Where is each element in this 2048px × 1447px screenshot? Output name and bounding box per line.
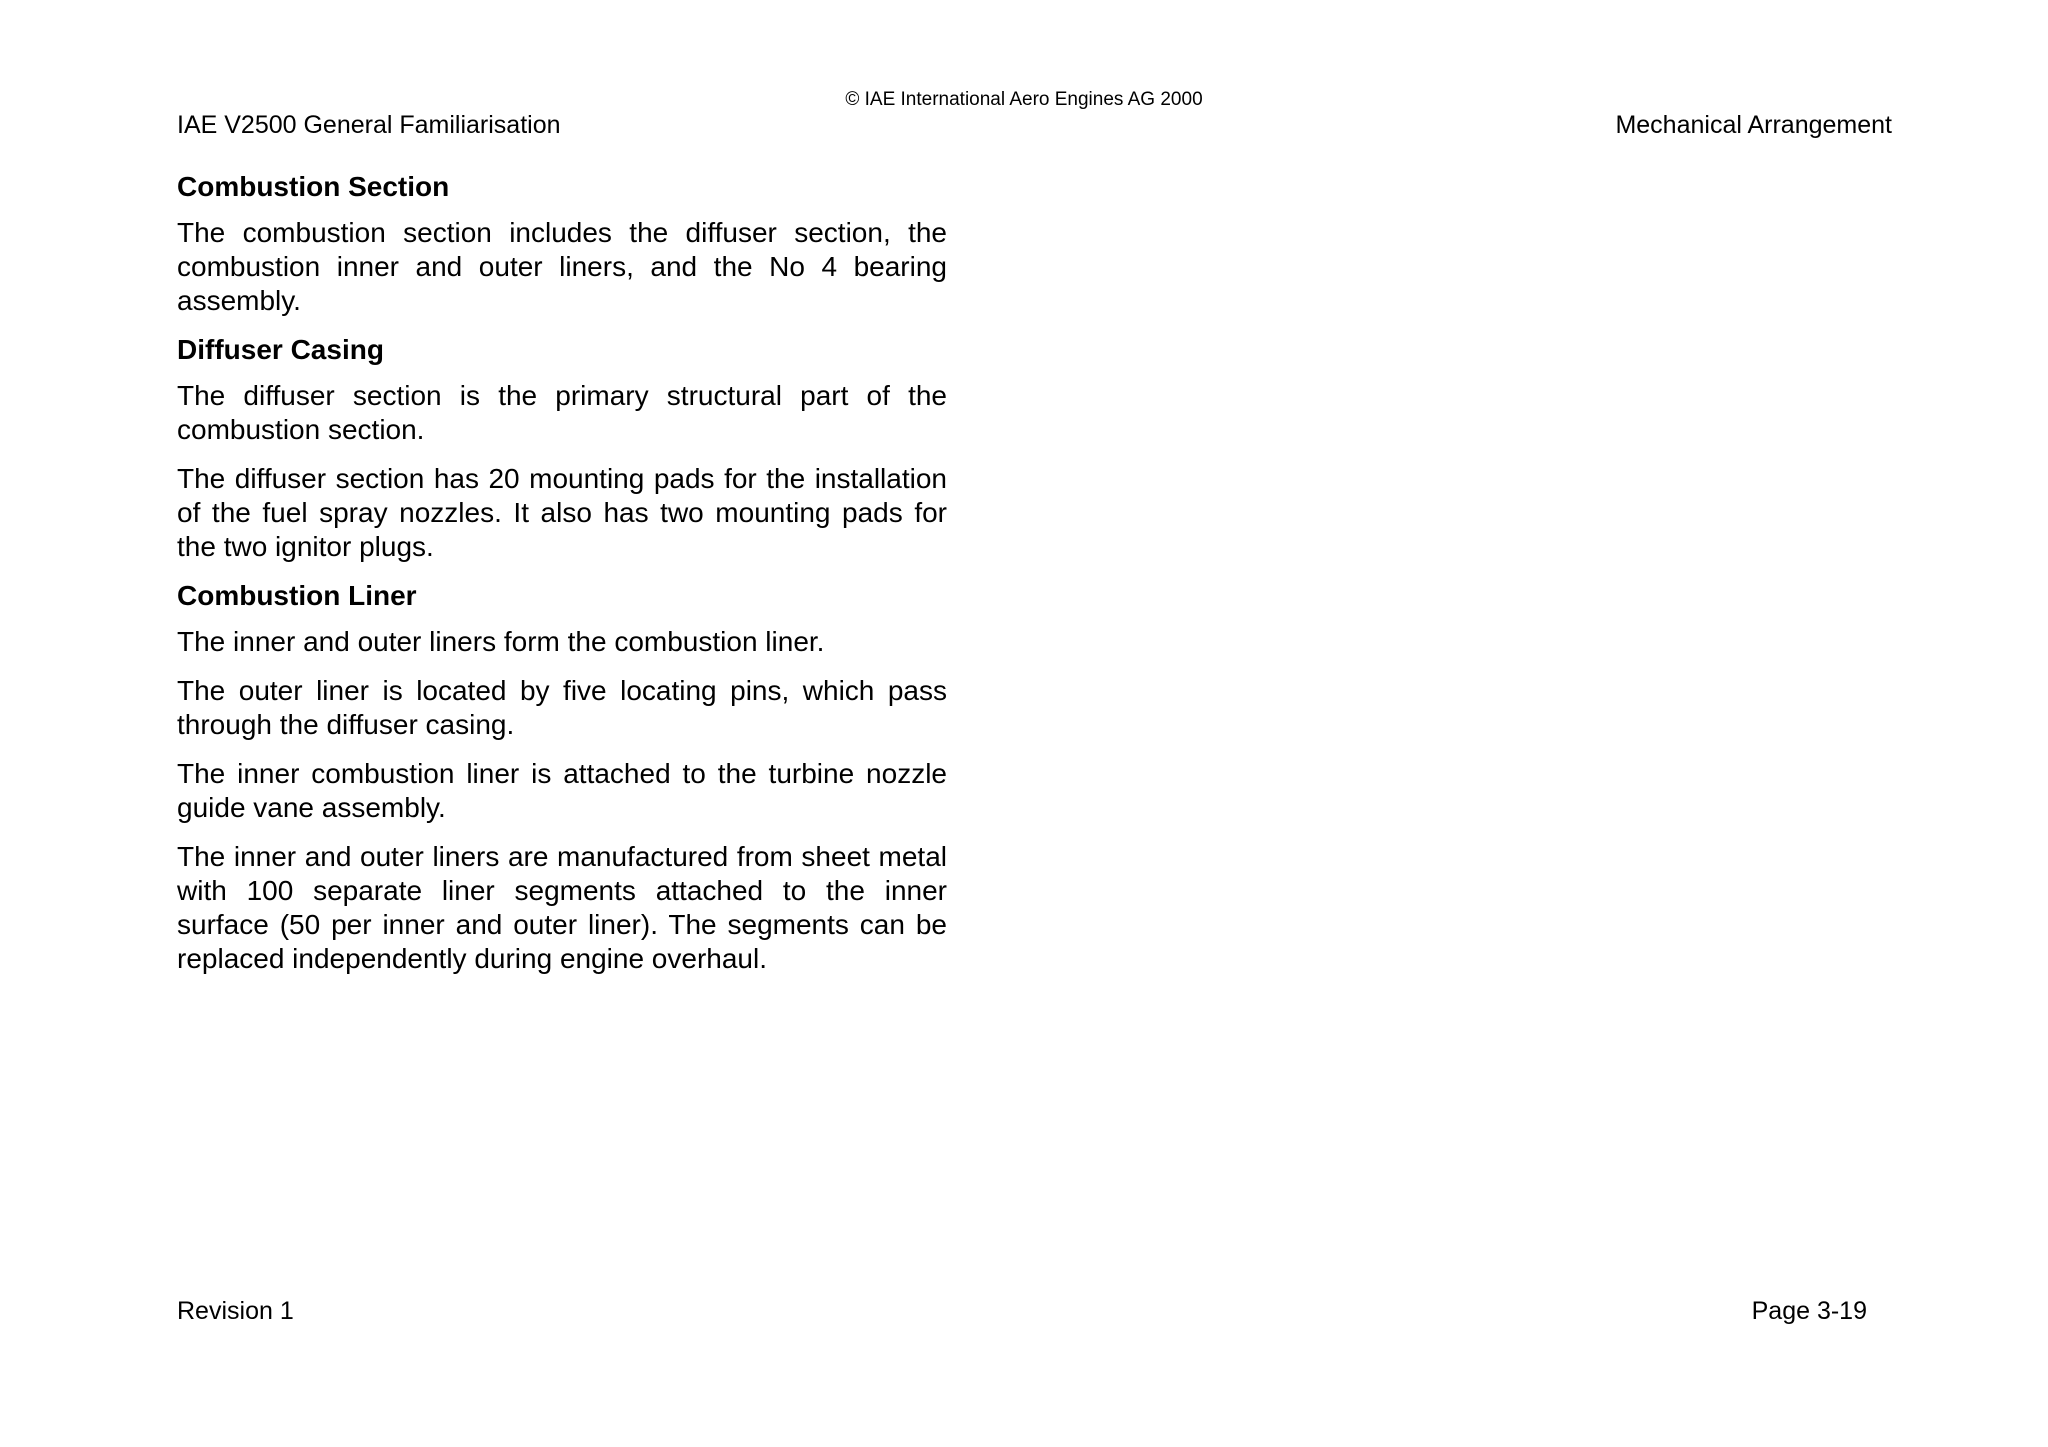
copyright-notice: © IAE International Aero Engines AG 2000: [845, 89, 1203, 110]
page-number: Page 3-19: [1751, 1297, 1867, 1325]
paragraph: The inner and outer liners are manufactured from sheet metal with 100 separate liner segments attached to the inner surface (50 per inner and outer liner). The segments can be replaced independently during engine overhaul.: [177, 841, 947, 974]
section-heading: Diffuser Casing: [177, 334, 384, 365]
paragraph: The inner combustion liner is attached to the turbine nozzle guide vane assembly.: [177, 758, 947, 823]
document-title: IAE V2500 General Familiarisation: [177, 111, 561, 139]
section-combustion-section: [177, 170, 947, 318]
chapter-title: Mechanical Arrangement: [1615, 111, 1892, 139]
section-heading: Combustion Section: [177, 171, 450, 202]
section-diffuser-casing: [177, 333, 947, 564]
paragraph: The diffuser section is the primary structural part of the combustion section.: [177, 380, 947, 445]
paragraph: The combustion section includes the diffuser section, the combustion inner and outer liners, and the No 4 bearing assembly.: [177, 217, 947, 316]
revision-label: Revision 1: [177, 1297, 294, 1325]
section-combustion-liner: [177, 579, 947, 976]
body-content: [177, 170, 947, 991]
paragraph: The diffuser section has 20 mounting pads for the installation of the fuel spray nozzles. It also has two mounting pads for the two ignitor plugs.: [177, 463, 947, 562]
paragraph: The inner and outer liners form the combustion liner.: [177, 626, 825, 657]
paragraph: The outer liner is located by five locating pins, which pass through the diffuser casing.: [177, 675, 947, 740]
section-heading: Combustion Liner: [177, 580, 417, 611]
